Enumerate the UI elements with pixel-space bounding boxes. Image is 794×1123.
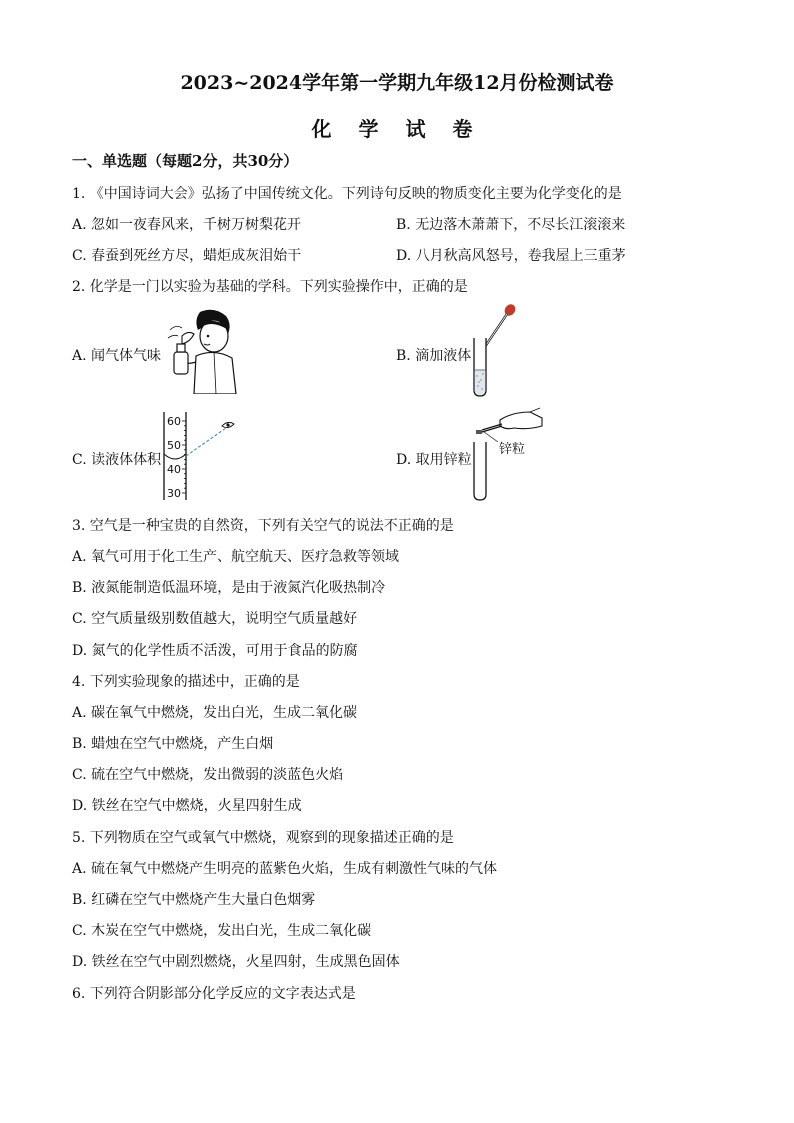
cylinder-tick-60: 60 — [167, 415, 181, 428]
q5-option-b: B. 红磷在空气中燃烧产生大量白色烟雾 — [72, 892, 316, 908]
smelling-gas-figure — [166, 306, 240, 394]
q4-option-c: C. 硫在空气中燃烧，发出微弱的淡蓝色火焰 — [72, 767, 344, 783]
q2-option-a: A. 闻气体气味 — [72, 348, 162, 364]
q2-option-c: C. 读液体体积 — [72, 452, 162, 468]
q4-option-b: B. 蜡烛在空气中燃烧，产生白烟 — [72, 736, 274, 752]
q1-option-b: B. 无边落木萧萧下，不尽长江滚滚来 — [396, 217, 626, 233]
cylinder-tick-50: 50 — [167, 439, 181, 452]
subject-title: 化 学 试 卷 — [311, 117, 483, 141]
q1-option-c: C. 春蚕到死丝方尽，蜡炬成灰泪始干 — [72, 248, 302, 264]
q1-option-a: A. 忽如一夜春风来，千树万树梨花开 — [72, 217, 302, 233]
q4-stem: 4. 下列实验现象的描述中，正确的是 — [72, 674, 300, 690]
dropper-test-tube-figure — [466, 302, 520, 398]
q3-option-b: B. 液氮能制造低温环境，是由于液氮汽化吸热制冷 — [72, 580, 386, 596]
q4-option-a: A. 碳在氧气中燃烧，发出白光，生成二氧化碳 — [72, 705, 358, 721]
q6-stem: 6. 下列符合阴影部分化学反应的文字表达式是 — [72, 986, 356, 1002]
q2-option-d: D. 取用锌粒 — [396, 452, 472, 468]
graduated-cylinder-figure — [158, 410, 250, 502]
q2-stem: 2. 化学是一门以实验为基础的学科。下列实验操作中，正确的是 — [72, 279, 468, 295]
q3-option-d: D. 氮气的化学性质不活泼，可用于食品的防腐 — [72, 643, 358, 659]
q3-option-a: A. 氧气可用于化工生产、航空航天、医疗急救等领域 — [72, 549, 400, 565]
exam-title: 2023~2024学年第一学期九年级12月份检测试卷 — [180, 72, 614, 94]
q5-stem: 5. 下列物质在空气或氧气中燃烧，观察到的现象描述正确的是 — [72, 830, 454, 846]
section-heading: 一、单选题（每题2分，共30分） — [72, 152, 299, 170]
q4-option-d: D. 铁丝在空气中燃烧，火星四射生成 — [72, 798, 302, 814]
q3-stem: 3. 空气是一种宝贵的自然资，下列有关空气的说法不正确的是 — [72, 518, 454, 534]
q3-option-c: C. 空气质量级别数值越大，说明空气质量越好 — [72, 611, 358, 627]
q2-option-b: B. 滴加液体 — [396, 348, 472, 364]
cylinder-tick-30: 30 — [167, 487, 181, 500]
q1-option-d: D. 八月秋高风怒号，卷我屋上三重茅 — [396, 248, 626, 264]
cylinder-tick-40: 40 — [167, 463, 181, 476]
q1-stem: 1. 《中国诗词大会》弘扬了中国传统文化。下列诗句反映的物质变化主要为化学变化的是 — [72, 186, 622, 202]
q5-option-d: D. 铁丝在空气中剧烈燃烧，火星四射，生成黑色固体 — [72, 954, 400, 970]
q5-option-a: A. 硫在氧气中燃烧产生明亮的蓝紫色火焰，生成有刺激性气味的气体 — [72, 861, 498, 877]
zinc-label: 锌粒 — [499, 442, 526, 457]
q5-option-c: C. 木炭在空气中燃烧，发出白光，生成二氧化碳 — [72, 923, 372, 939]
